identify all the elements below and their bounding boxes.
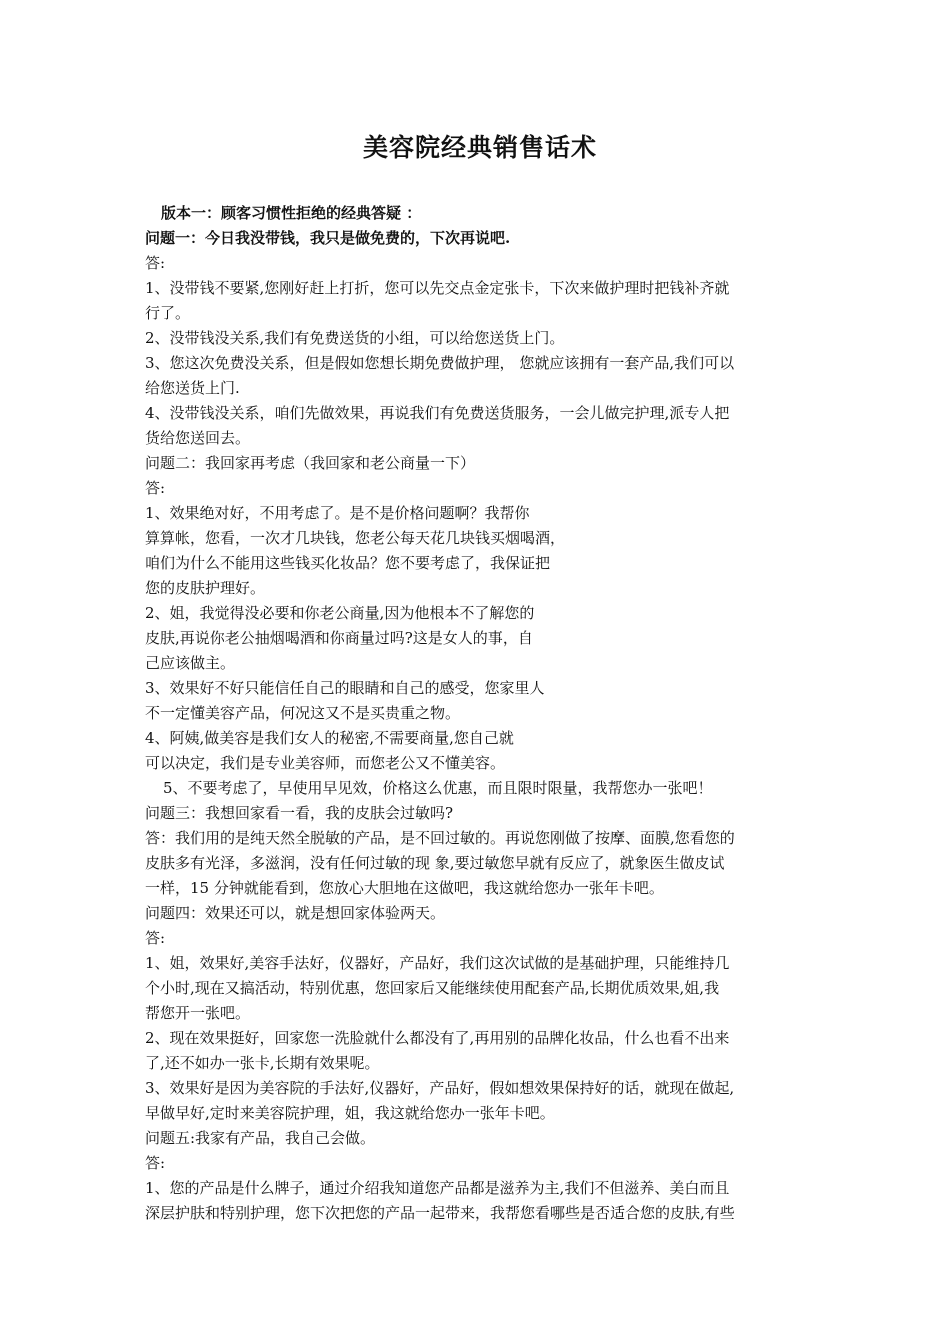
text-line: 2、姐，我觉得没必要和你老公商量,因为他根本不了解您的 <box>145 604 535 622</box>
text-line: 己应该做主。 <box>145 654 236 672</box>
text-line: 您的皮肤护理好。 <box>145 579 266 597</box>
text-line: 2、现在效果挺好，回家您一洗脸就什么都没有了,再用别的品牌化妆品，什么也看不出来 <box>145 1029 730 1047</box>
text-line: 个小时,现在又搞活动，特别优惠，您回家后又能继续使用配套产品,长期优质效果,姐,我 <box>145 979 720 997</box>
text-line: 给您送货上门. <box>145 379 240 397</box>
text-line: 问题一：今日我没带钱，我只是做免费的，下次再说吧. <box>145 229 511 247</box>
text-line: 深层护肤和特别护理，您下次把您的产品一起带来，我帮您看哪些是否适合您的皮肤,有些 <box>145 1204 735 1222</box>
text-line: 了,还不如办一张卡,长期有效果呢。 <box>145 1054 380 1072</box>
text-line: 问题二：我回家再考虑（我回家和老公商量一下） <box>145 454 476 472</box>
text-line: 3、效果好是因为美容院的手法好,仪器好，产品好，假如想效果保持好的话，就现在做起, <box>145 1079 735 1097</box>
text-line: 一样，15 分钟就能看到，您放心大胆地在这做吧，我这就给您办一张年卡吧。 <box>145 879 664 897</box>
text-line: 3、效果好不好只能信任自己的眼睛和自己的感受，您家里人 <box>145 679 545 697</box>
text-line: 问题三：我想回家看一看，我的皮肤会过敏吗? <box>145 804 454 822</box>
document-body <box>145 201 815 1226</box>
text-line: 4、阿姨,做美容是我们女人的秘密,不需要商量,您自己就 <box>145 729 514 747</box>
text-line: 咱们为什么不能用这些钱买化妆品？您不要考虑了，我保证把 <box>145 554 551 572</box>
text-line: 5、不要考虑了，早使用早见效，价格这么优惠，而且限时限量，我帮您办一张吧！ <box>163 779 713 797</box>
text-line: 不一定懂美容产品，何况这又不是买贵重之物。 <box>145 704 461 722</box>
text-line: 算算帐，您看，一次才几块钱，您老公每天花几块钱买烟喝酒， <box>145 529 566 547</box>
text-line: 问题五:我家有产品，我自己会做。 <box>145 1129 376 1147</box>
text-line: 答: <box>145 929 166 947</box>
text-line: 答：我们用的是纯天然全脱敏的产品，是不回过敏的。再说您刚做了按摩、面膜,您看您的 <box>145 829 735 847</box>
text-line: 帮您开一张吧。 <box>145 1004 251 1022</box>
text-line: 早做早好,定时来美容院护理，姐，我这就给您办一张年卡吧。 <box>145 1104 555 1122</box>
text-line: 答: <box>145 479 166 497</box>
text-line: 1、没带钱不要紧,您刚好赶上打折，您可以先交点金定张卡，下次来做护理时把钱补齐就 <box>145 279 730 297</box>
text-line: 1、效果绝对好，不用考虑了。是不是价格问题啊？我帮你 <box>145 504 530 522</box>
text-line: 皮肤多有光泽，多滋润，没有任何过敏的现 象,要过敏您早就有反应了，就象医生做皮试 <box>145 854 725 872</box>
text-line: 皮肤,再说你老公抽烟喝酒和你商量过吗?这是女人的事，自 <box>145 629 533 647</box>
text-line: 问题四：效果还可以，就是想回家体验两天。 <box>145 904 446 922</box>
text-line: 2、没带钱没关系,我们有免费送货的小组，可以给您送货上门。 <box>145 329 565 347</box>
text-line: 版本一：顾客习惯性拒绝的经典答疑 ： <box>161 204 422 222</box>
text-line: 答: <box>145 254 166 272</box>
text-line: 行了。 <box>145 304 191 322</box>
text-line: 货给您送回去。 <box>145 429 251 447</box>
text-line: 1、您的产品是什么牌子，通过介绍我知道您产品都是滋养为主,我们不但滋养、美白而且 <box>145 1179 730 1197</box>
document-page <box>145 128 815 1226</box>
text-line: 1、姐，效果好,美容手法好，仪器好，产品好，我们这次试做的是基础护理，只能维持几 <box>145 954 730 972</box>
text-line: 4、没带钱没关系，咱们先做效果，再说我们有免费送货服务，一会儿做完护理,派专人把 <box>145 404 730 422</box>
document-title: 美容院经典销售话术 <box>362 133 597 162</box>
text-line: 3、您这次免费没关系，但是假如您想长期免费做护理， 您就应该拥有一套产品,我们可以 <box>145 354 735 372</box>
text-line: 答: <box>145 1154 166 1172</box>
text-line: 可以决定，我们是专业美容师，而您老公又不懂美容。 <box>145 754 506 772</box>
